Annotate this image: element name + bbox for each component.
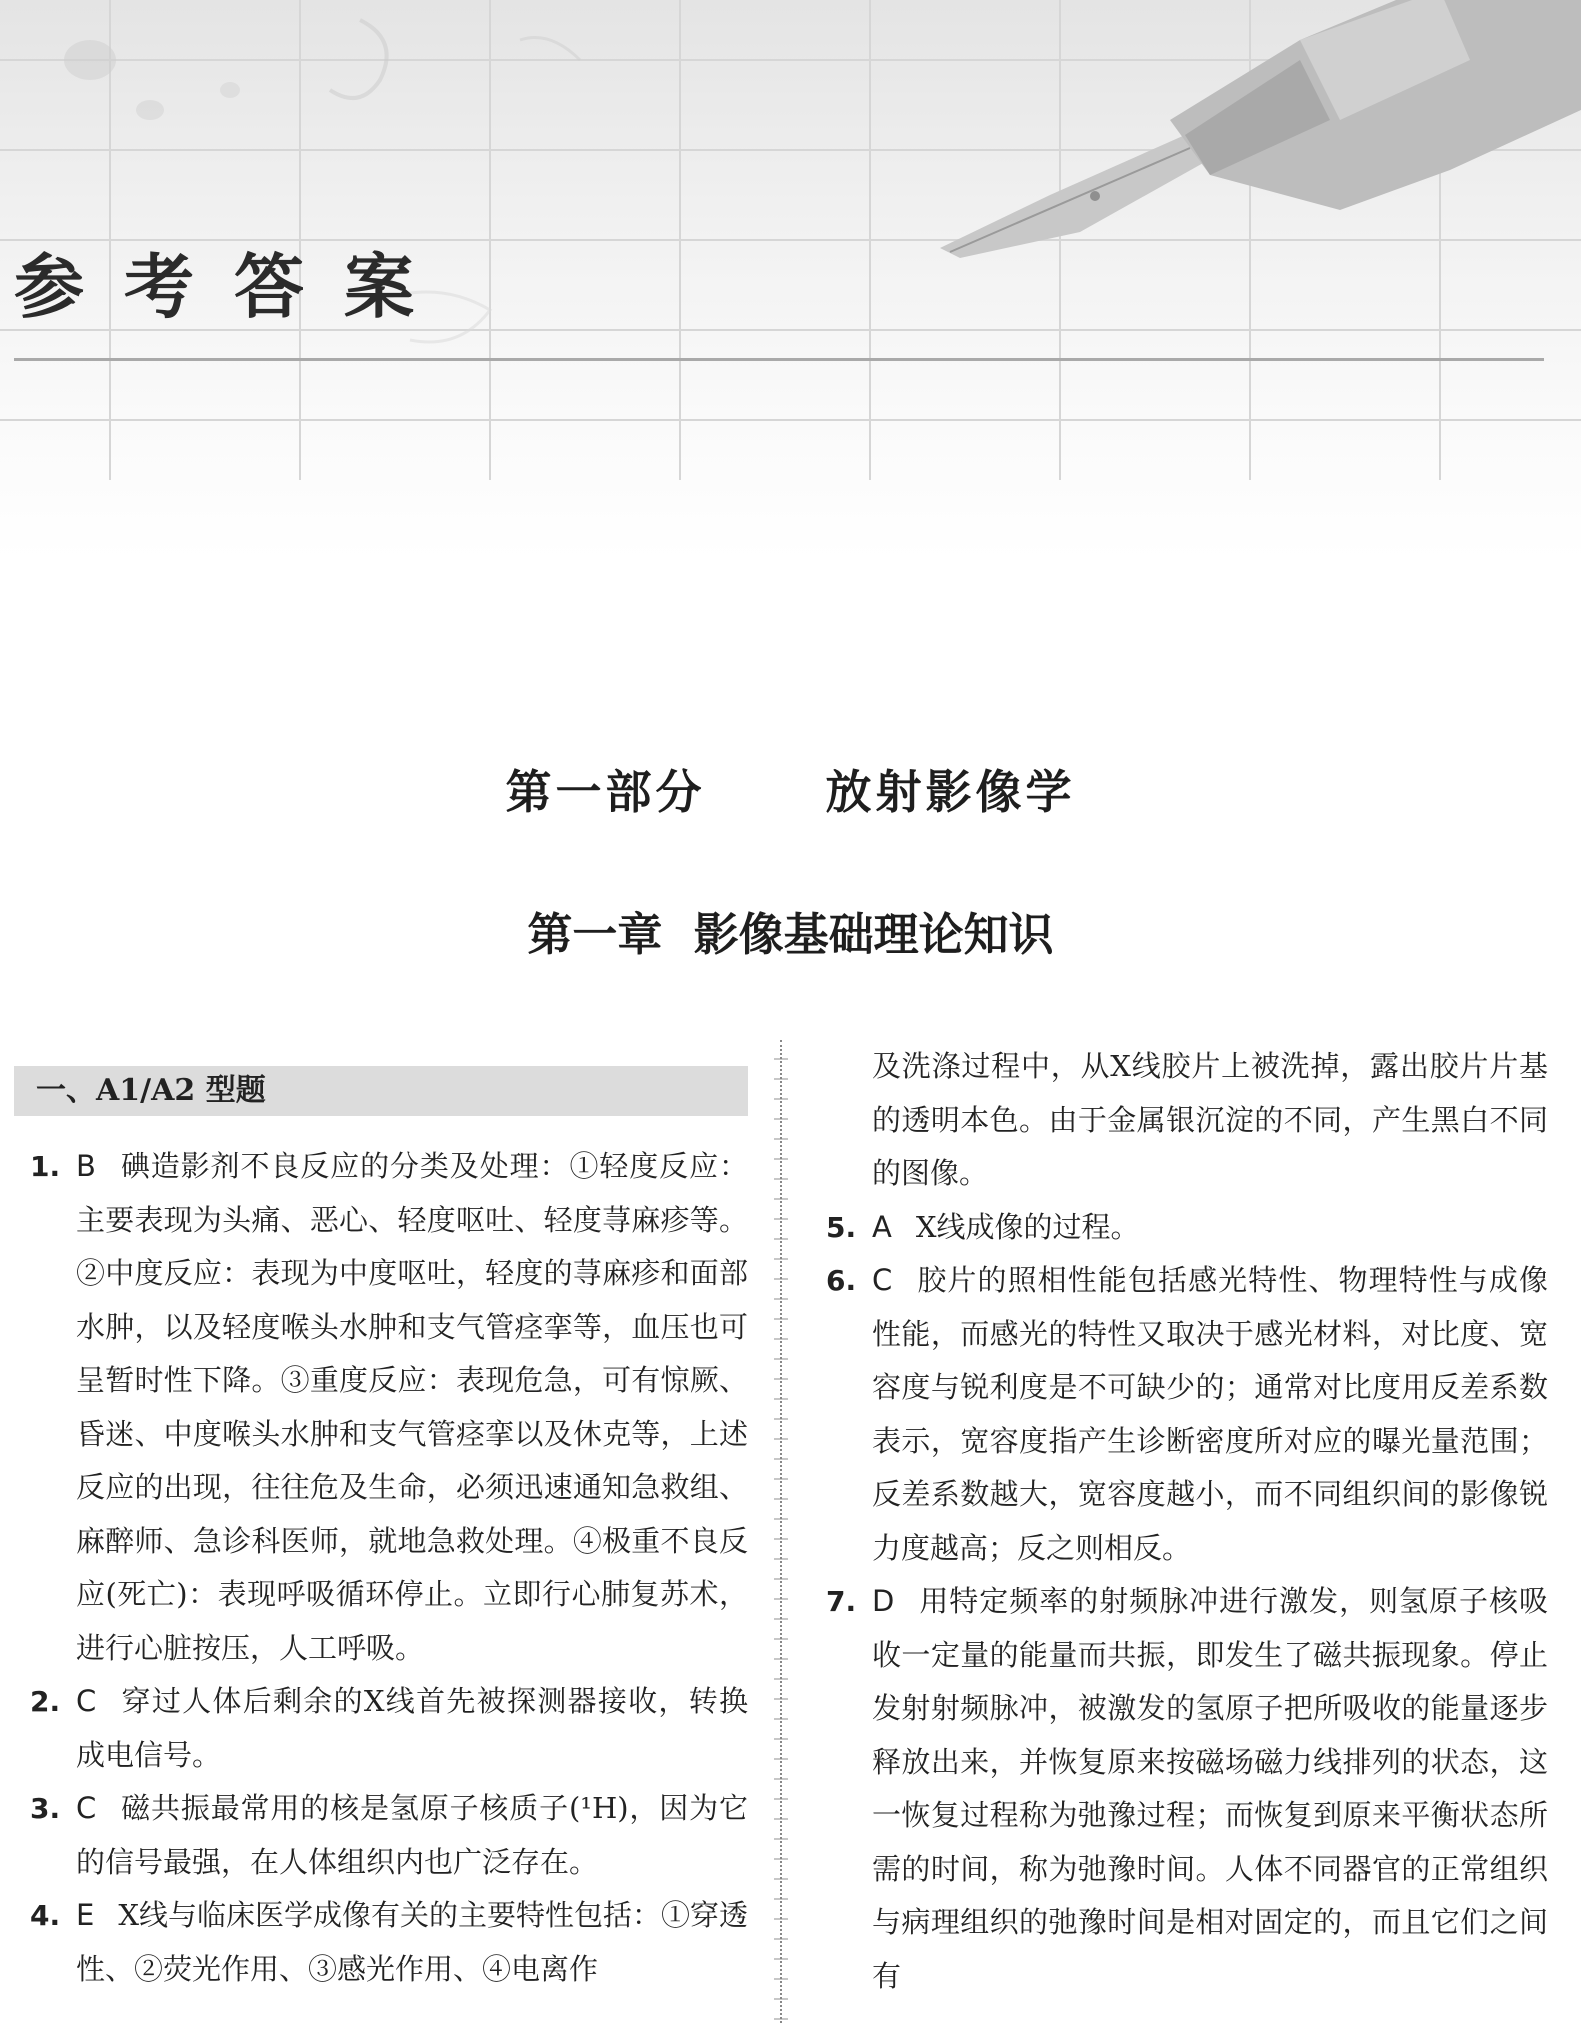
question-number: 1. [30, 1150, 61, 1183]
part-title: 第一部分 放射影像学 [505, 765, 1076, 819]
answer-item [822, 1254, 1548, 1575]
answer-explanation: 用特定频率的射频脉冲进行激发，则氢原子核吸收一定量的能量而共振，即发生了磁共振现象。停止发射射频脉冲，被激发的氢原子把所吸收的能量逐步释放出来，并恢复原来按磁场磁力线排列的状态，这一恢复过程称为弛豫过程；而恢复到原来平衡状态所需的时间，称为弛豫时间。人体不同器官的正常组织与病理组织的弛豫时间是相对固定的，而且它们之间有 [872, 1584, 1548, 1993]
question-number: 5. [826, 1210, 857, 1244]
answer-explanation: 碘造影剂不良反应的分类及处理：①轻度反应：主要表现为头痛、恶心、轻度呕吐、轻度荨麻疹等。②中度反应：表现为中度呕吐，轻度的荨麻疹和面部水肿，以及轻度喉头水肿和支气管痉挛等，血压也可呈暂时性下降。③重度反应：表现危急，可有惊厥、昏迷、中度喉头水肿和支气管痉挛以及休克等，上述反应的出现，往往危及生命，必须迅速通知急救组、麻醉师、急诊科医师，就地急救处理。④极重不良反应(死亡)：表现呼吸循环停止。立即行心肺复苏术，进行心脏按压，人工呼吸。 [76, 1149, 748, 1665]
left-column [14, 1066, 748, 1996]
question-number: 4. [30, 1899, 61, 1932]
answer-letter: A [872, 1209, 892, 1244]
column-divider [780, 1040, 782, 2023]
answer-item [822, 1201, 1548, 1255]
question-number: 7. [826, 1585, 857, 1618]
answer-letter: D [872, 1584, 895, 1618]
page-title: 参考答案 [14, 246, 454, 328]
answer-explanation: X线与临床医学成像有关的主要特性包括：①穿透性、②荧光作用、③感光作用、④电离作 [76, 1898, 748, 1986]
answer-letter: C [76, 1684, 97, 1718]
continued-explanation: 及洗涤过程中，从X线胶片上被洗掉，露出胶片片基的透明本色。由于金属银沉淀的不同，产生黑白不同的图像。 [872, 1049, 1548, 1190]
answer-letter: E [76, 1898, 95, 1932]
answer-letter: C [76, 1791, 97, 1825]
chapter-title: 第一章 影像基础理论知识 [527, 908, 1054, 961]
section-heading: 一、A1/A2 型题 [14, 1066, 748, 1116]
right-column [822, 1040, 1548, 2003]
answer-letter: B [76, 1149, 96, 1183]
answer-letter: C [872, 1263, 893, 1297]
answer-item [14, 1140, 748, 1675]
answer-item [14, 1782, 748, 1889]
answer-explanation: X线成像的过程。 [915, 1209, 1140, 1244]
answer-item [822, 1575, 1548, 2003]
answer-explanation: 胶片的照相性能包括感光特性、物理特性与成像性能，而感光的特性又取决于感光材料，对比度、宽容度与锐利度是不可缺少的；通常对比度用反差系数表示，宽容度指产生诊断密度所对应的曝光量范围；反差系数越大，宽容度越小，而不同组织间的影像锐力度越高；反之则相反。 [872, 1263, 1548, 1565]
answer-explanation: 磁共振最常用的核是氢原子核质子(¹H)，因为它的信号最强，在人体组织内也广泛存在。 [76, 1791, 748, 1879]
question-number: 3. [30, 1792, 61, 1825]
answer-explanation: 穿过人体后剩余的X线首先被探测器接收，转换成电信号。 [76, 1684, 748, 1772]
question-number: 2. [30, 1685, 61, 1718]
answer-item [14, 1889, 748, 1996]
answer-item [14, 1675, 748, 1782]
title-divider [14, 358, 1544, 361]
question-number: 6. [826, 1264, 857, 1297]
